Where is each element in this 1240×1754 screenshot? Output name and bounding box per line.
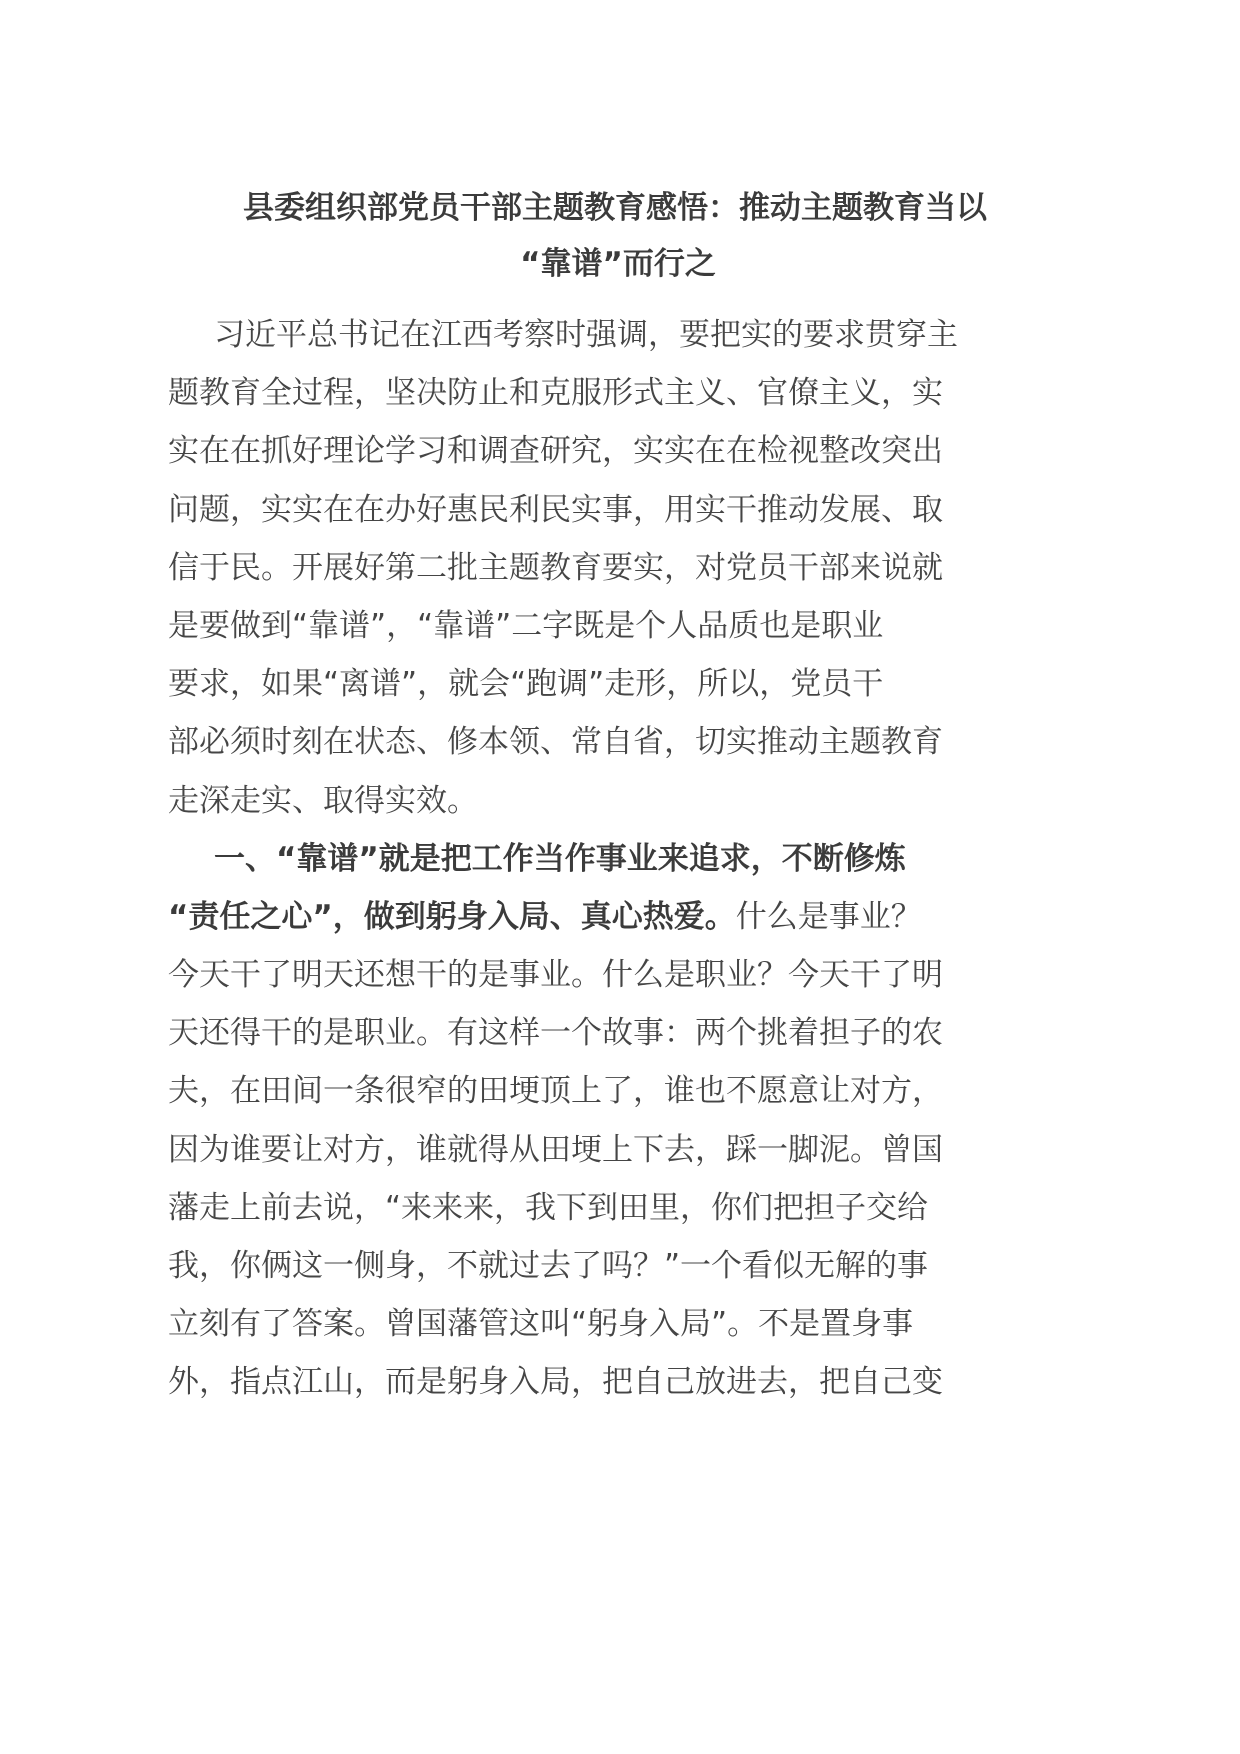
paragraph-section-1 — [168, 830, 948, 1412]
section-heading-bold-text: “责任之心”，做到躬身入局、真心热爱。 — [168, 898, 736, 935]
body-line: 夫，在田间一条很窄的田埂顶上了，谁也不愿意让对方， — [168, 1073, 943, 1110]
body-line: 今天干了明天还想干的是事业。什么是职业？今天干了明 — [168, 957, 943, 994]
document-body — [168, 306, 958, 1412]
body-line: 是要做到“靠谱”，“靠谱”二字既是个人品质也是职业 — [168, 607, 884, 644]
paragraph-intro — [168, 306, 958, 830]
document-title — [168, 180, 1068, 292]
body-line: 我，你俩这一侧身，不就过去了吗？”一个看似无解的事 — [168, 1248, 929, 1284]
body-line: 外，指点江山，而是躬身入局，把自己放进去，把自己变 — [168, 1364, 943, 1401]
section-heading-rest-text: 什么是事业？ — [735, 898, 922, 935]
body-line: 题教育全过程，坚决防止和克服形式主义、官僚主义，实 — [168, 375, 943, 412]
section-heading-line-2 — [168, 888, 948, 946]
body-line: 习近平总书记在江西考察时强调，要把实的要求贯穿主 — [214, 317, 958, 353]
body-line: 走深走实、取得实效。 — [168, 782, 478, 819]
body-line: 天还得干的是职业。有这样一个故事：两个挑着担子的农 — [168, 1015, 943, 1052]
body-line: 问题，实实在在办好惠民利民实事，用实干推动发展、取 — [168, 491, 943, 528]
body-line: 部必须时刻在状态、修本领、常自省，切实推动主题教育 — [168, 724, 943, 761]
body-line: 要求，如果“离谱”，就会“跑调”走形，所以，党员干 — [168, 666, 884, 703]
body-line: 因为谁要让对方，谁就得从田埂上下去，踩一脚泥。曾国 — [168, 1131, 943, 1168]
body-line: 信于民。开展好第二批主题教育要实，对党员干部来说就 — [168, 549, 943, 586]
body-line: 立刻有了答案。曾国藩管这叫“躬身入局”。不是置身事 — [168, 1306, 914, 1343]
body-line: 实在在抓好理论学习和调查研究，实实在在检视整改突出 — [168, 433, 943, 470]
title-line-2: “靠谱”而行之 — [520, 246, 716, 282]
title-line-1: 县委组织部党员干部主题教育感悟：推动主题教育当以 — [243, 190, 987, 226]
body-line: 藩走上前去说，“来来来，我下到田里，你们把担子交给 — [168, 1189, 929, 1226]
section-heading-line-1: 一、“靠谱”就是把工作当作事业来追求，不断修炼 — [214, 840, 906, 877]
